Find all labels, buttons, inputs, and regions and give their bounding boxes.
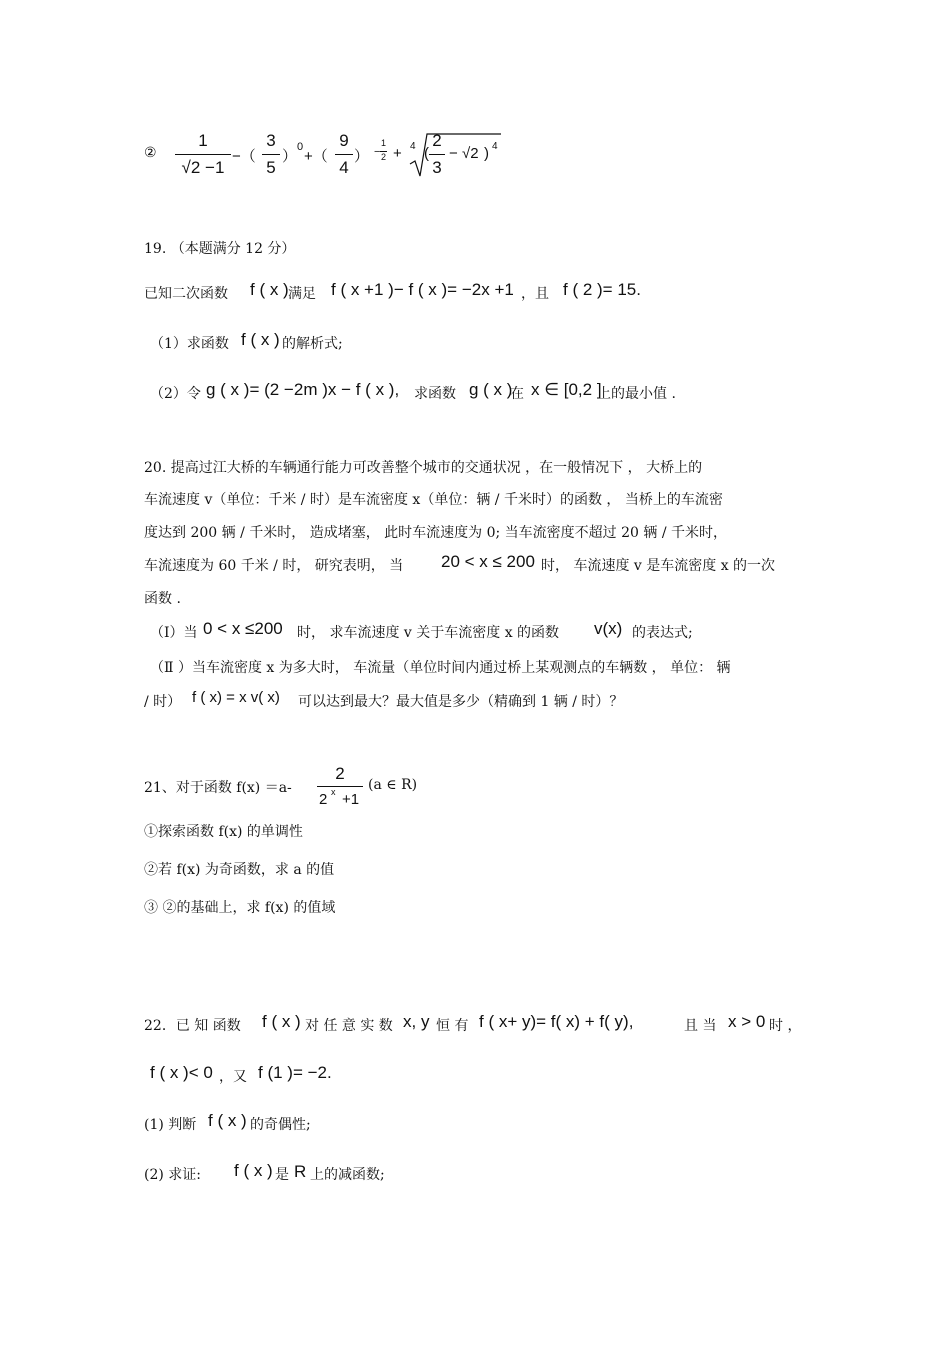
text: 满足 bbox=[288, 286, 316, 302]
text: 已知二次函数 bbox=[144, 286, 228, 302]
list-item: ③ ②的基础上，求 f(x) 的值域 bbox=[144, 900, 336, 916]
fraction-bar bbox=[175, 154, 231, 155]
text: 的表达式; bbox=[632, 625, 693, 641]
math: 20 < x ≤ 200 bbox=[441, 552, 535, 571]
exponent-numerator: 1 bbox=[381, 138, 387, 148]
fraction-numerator: 2 bbox=[335, 764, 345, 783]
text: ，且 bbox=[521, 286, 549, 302]
fraction-denominator-exponent: x bbox=[331, 787, 336, 797]
math: f ( x ) bbox=[250, 280, 289, 299]
fraction-denominator-rest: +1 bbox=[342, 791, 360, 808]
text: 上的最小值 . bbox=[597, 386, 676, 402]
text-line: 函数 . bbox=[144, 591, 181, 607]
math: f ( x ) bbox=[234, 1161, 273, 1180]
text-line: 车流速度 v（单位：千米 / 时）是车流密度 x（单位：辆 / 千米时）的函数 ， 当桥上的车流密 bbox=[144, 492, 723, 508]
root-index: 4 bbox=[410, 141, 416, 152]
text: 上的减函数; bbox=[310, 1167, 385, 1183]
text: 时 ， bbox=[769, 1018, 802, 1034]
fraction-denominator: 4 bbox=[339, 158, 349, 177]
fraction-bar bbox=[317, 786, 363, 787]
math: f ( 2 )= 15. bbox=[563, 280, 641, 299]
text-line: （Ⅱ ）当车流密度 x 为多大时， 车流量（单位时间内通过桥上某观测点的车辆数 ， 单位： 辆 bbox=[150, 660, 731, 676]
exponent: 4 bbox=[492, 141, 498, 152]
fraction-denominator: 3 bbox=[432, 158, 442, 177]
text-line: 度达到 200 辆 / 千米时， 造成堵塞， 此时车流速度为 0; 当车流密度不超过 20 辆 / 千米时， bbox=[144, 525, 727, 541]
math: f ( x +1 )− f ( x )= −2x +1 bbox=[331, 280, 514, 299]
text: 22．已 知 函数 bbox=[144, 1018, 241, 1034]
fraction-denominator: 5 bbox=[266, 158, 276, 177]
text: 在 bbox=[510, 386, 524, 402]
text: 恒 有 bbox=[436, 1018, 469, 1034]
operator: −（ bbox=[232, 148, 256, 165]
text: 21、对于函数 f(x) ＝a- bbox=[144, 780, 292, 796]
fraction-numerator: 1 bbox=[198, 131, 208, 150]
operator: +（ bbox=[304, 148, 328, 165]
text: 车流速度为 60 千米 / 时， 研究表明， 当 bbox=[144, 558, 404, 574]
operator: + bbox=[393, 145, 402, 162]
question-header: 19. （本题满分 12 分） bbox=[144, 241, 296, 257]
math: f ( x ) bbox=[262, 1012, 301, 1031]
fraction-numerator: 9 bbox=[339, 131, 349, 150]
fraction-numerator: 2 bbox=[432, 131, 442, 150]
text: / 时） bbox=[144, 694, 182, 710]
text: （2）令 bbox=[150, 386, 201, 402]
math: x > 0 bbox=[728, 1012, 766, 1031]
item-marker: ② bbox=[144, 145, 157, 161]
math: g ( x ) bbox=[469, 380, 513, 399]
fraction-bar bbox=[262, 154, 280, 155]
math: f ( x ) bbox=[208, 1111, 247, 1130]
math: x, y bbox=[403, 1012, 430, 1031]
text: 且 当 bbox=[684, 1018, 717, 1034]
exponent-denominator: 2 bbox=[381, 152, 387, 162]
fraction-bar bbox=[335, 154, 353, 155]
math: f ( x ) bbox=[241, 330, 280, 349]
operator: − bbox=[449, 145, 458, 162]
text: (a ∈ R) bbox=[368, 777, 418, 793]
math: f ( x )< 0 bbox=[150, 1063, 213, 1082]
math: v(x) bbox=[594, 619, 623, 638]
exponent-sign: − bbox=[374, 146, 381, 158]
math: f ( x) = x v( x) bbox=[192, 689, 280, 706]
paren: ） bbox=[282, 148, 298, 165]
text: 时， 求车流速度 v 关于车流密度 x 的函数 bbox=[297, 625, 560, 641]
math: g ( x )= (2 −2m )x − f ( x ), bbox=[206, 380, 400, 399]
math: x ∈ [0,2 ] bbox=[531, 380, 602, 399]
text: (2) 求证: bbox=[144, 1167, 201, 1183]
text: 的奇偶性; bbox=[250, 1117, 311, 1133]
list-item: ①探索函数 f(x) 的单调性 bbox=[144, 824, 303, 840]
paren: ） bbox=[354, 148, 370, 165]
fraction-bar bbox=[429, 154, 445, 155]
text: 对 任 意 实 数 bbox=[305, 1018, 393, 1034]
list-item: ②若 f(x) 为奇函数，求 a 的值 bbox=[144, 862, 335, 878]
math: f (1 )= −2. bbox=[258, 1063, 332, 1082]
fraction-numerator: 3 bbox=[266, 131, 276, 150]
text: 求函数 bbox=[414, 386, 456, 402]
fraction-denominator: √2 −1 bbox=[181, 158, 225, 177]
exponent: 0 bbox=[297, 141, 304, 153]
text: ，又 bbox=[219, 1069, 247, 1085]
paren: ( bbox=[424, 145, 429, 162]
text: 是 bbox=[275, 1167, 289, 1183]
math: 0 < x ≤200 bbox=[203, 619, 283, 638]
text-line: 20. 提高过江大桥的车辆通行能力可改善整个城市的交通状况 ，在一般情况下 ， 大桥上的 bbox=[144, 460, 703, 476]
paren: ) bbox=[484, 145, 489, 162]
text: (1) 判断 bbox=[144, 1117, 197, 1133]
fraction-denominator-base: 2 bbox=[319, 791, 328, 808]
text: 时， 车流速度 v 是车流密度 x 的一次 bbox=[541, 558, 776, 574]
text: 的解析式; bbox=[282, 336, 343, 352]
text: （Ⅰ）当 bbox=[150, 625, 198, 641]
text: （1）求函数 bbox=[150, 336, 229, 352]
text: 可以达到最大？最大值是多少（精确到 1 辆 / 时）？ bbox=[298, 694, 624, 710]
math: f ( x+ y)= f( x) + f( y), bbox=[479, 1012, 634, 1031]
sqrt-term: √2 bbox=[462, 145, 479, 162]
math: R bbox=[294, 1162, 307, 1181]
